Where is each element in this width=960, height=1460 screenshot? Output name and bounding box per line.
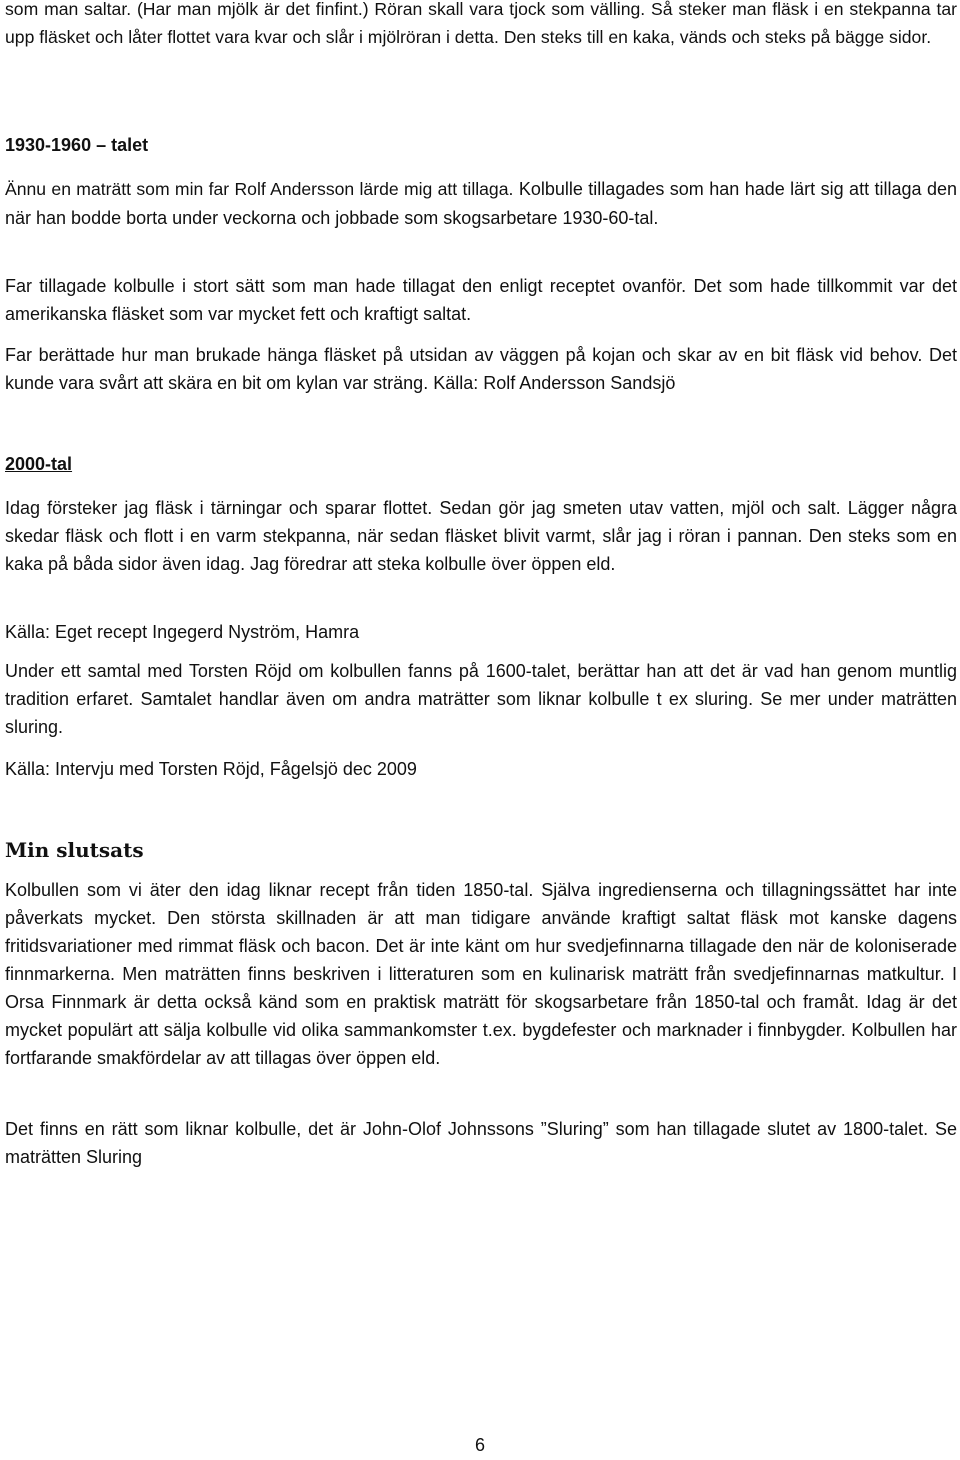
paragraph-1930-far-berattade: Far berättade hur man brukade hänga fläsket på utsidan av väggen på kojan och skar av en bit fläsk vid behov. Det kunde vara svårt att skära en bit om kylan var sträng. Källa: Rolf Andersson Sandsjö <box>5 345 957 393</box>
heading-1930-1960: 1930-1960 – talet <box>5 135 149 155</box>
page-number: 6 <box>474 1435 485 1455</box>
paragraph-1930-intro-part1: Ännu en maträtt som min far Rolf Andersson lärde mig att tillaga. <box>5 179 514 199</box>
paragraph-2000-recipe: Idag försteker jag fläsk i tärningar och sparar flottet. Sedan gör jag smeten utav vatten, mjöl och salt. Lägger några skedar fläsk och flott i en varm stekpanna, när sedan fläsket blivit varmt, slår jag i röran i pannan. Den steks som en kaka på båda sidor även idag. Jag föredrar att steka kolbulle över öppen eld. <box>5 498 957 574</box>
paragraph-sluring: Det finns en rätt som liknar kolbulle, det är John-Olof Johnssons ”Sluring” som han tillagade slutet av 1800-talet. Se maträtten Sluring <box>5 1119 957 1167</box>
paragraph-1930-far-tillagade: Far tillagade kolbulle i stort sätt som man hade tillagat den enligt receptet ovanför. Det som hade tillkommit var det amerikanska fläsket som var mycket fett och kraftigt saltat. <box>5 276 957 324</box>
source-eget-recept: Källa: Eget recept Ingegerd Nyström, Hamra <box>5 622 360 642</box>
heading-min-slutsats: Min slutsats <box>5 838 144 862</box>
paragraph-2000-torsten: Under ett samtal med Torsten Röjd om kolbullen fanns på 1600-talet, berättar han att det är vad han genom muntlig tradition erfaret. Samtalet handlar även om andra maträtter som liknar kolbulle t ex sluring. Se mer under maträtten sluring. <box>5 661 957 737</box>
heading-2000-tal: 2000-tal <box>5 454 73 474</box>
paragraph-1930-intro-part2: Kolbulle tillagades som han hade lärt sig att tillaga den när han bodde borta under veckorna och jobbade som skogsarbetare 1930-60-tal. <box>5 179 957 228</box>
source-intervju: Källa: Intervju med Torsten Röjd, Fågelsjö dec 2009 <box>5 759 417 779</box>
paragraph-1930-intro <box>5 175 957 233</box>
paragraph-slutsats: Kolbullen som vi äter den idag liknar recept från tiden 1850-tal. Själva ingredienserna och tillagningssättet har inte påverkats mycket. Den största skillnaden är att man tidigare använde kraftigt saltat fläsk mot kanske dagens fritidsvariationer med rimmat fläsk och bacon. Det är inte känt om hur svedjefinnarna tillagade den när de koloniserade finnmarkerna. Men maträtten finns beskriven i litteraturen som en kulinarisk maträtt från svedjefinnarnas matkultur. I Orsa Finnmark är detta också känd som en praktisk maträtt för skogsarbetare från 1850-tal och framåt. Idag är det mycket populärt att sälja kolbulle vid olika sammankomster t.ex. bygdefester och marknader i finnbygder. Kolbullen har fortfarande smakfördelar av att tillagas över öppen eld. <box>5 880 957 1068</box>
intro-paragraph: som man saltar. (Har man mjölk är det finfint.) Röran skall vara tjock som välling. Så steker man fläsk i en stekpanna tar upp fläsket och låter flottet vara kvar och slår i mjölröran i detta. Den steks till en kaka, vänds och steks på bägge sidor. <box>5 0 957 47</box>
